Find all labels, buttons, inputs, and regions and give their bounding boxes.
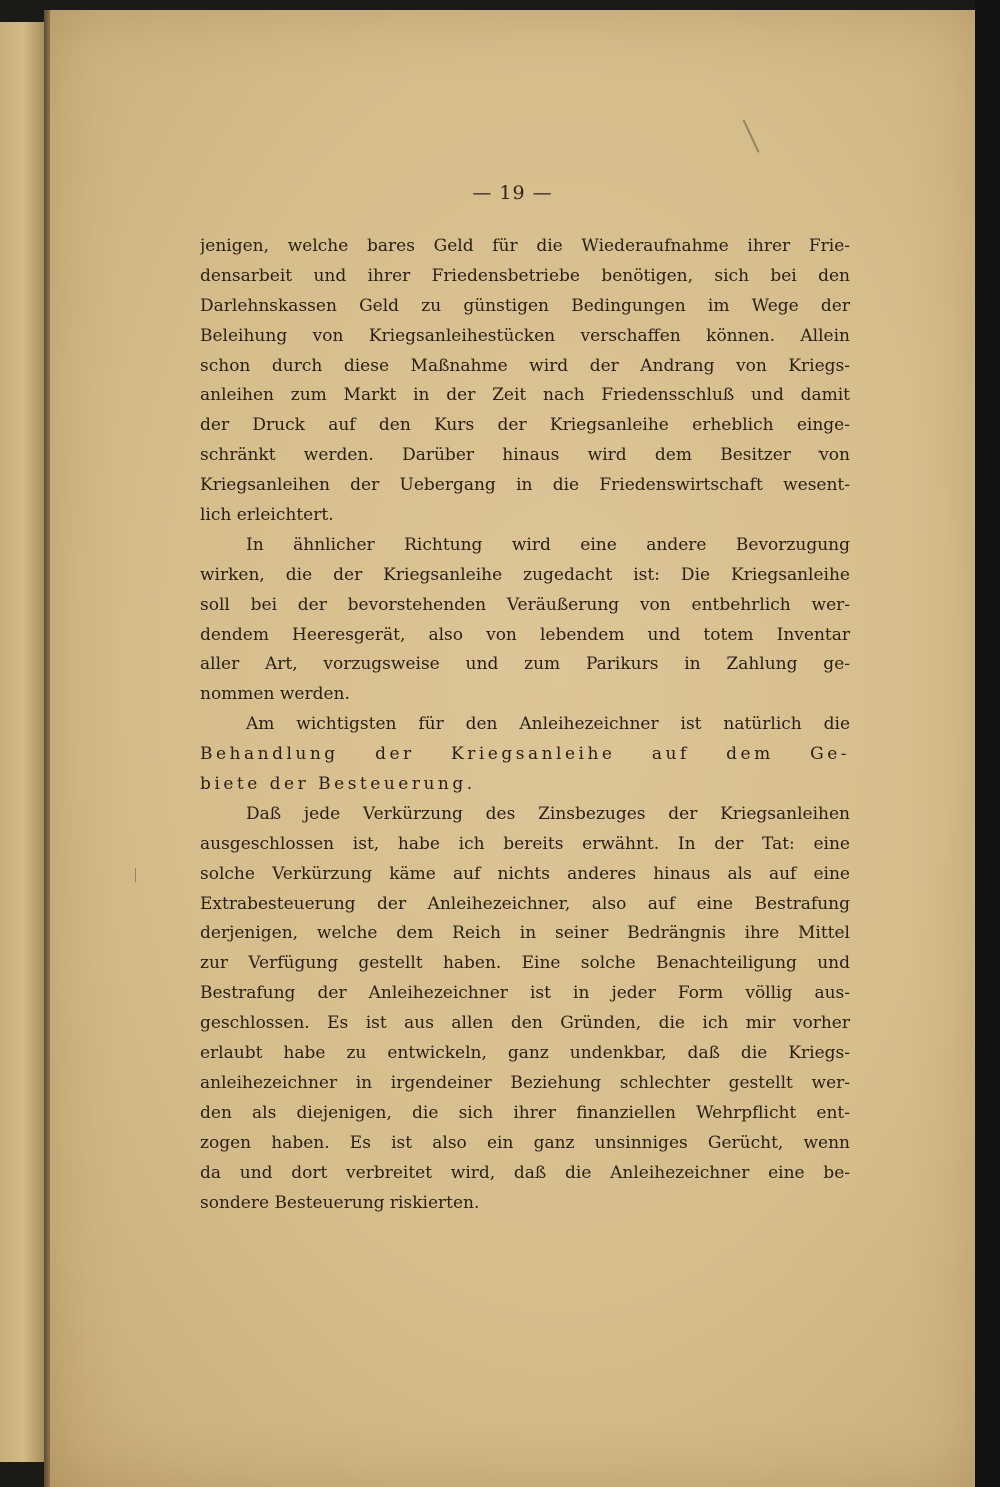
text-line: schränkt werden. Darüber hinaus wird dem Besitzer von <box>200 445 850 466</box>
text-line: den als diejenigen, die sich ihrer finanziellen Wehrpflicht ent- <box>200 1102 850 1123</box>
text-line: soll bei der bevorstehenden Veräußerung von entbehrlich wer- <box>200 594 850 615</box>
text-line: erlaubt habe zu entwickeln, ganz undenkbar, daß die Kriegs- <box>200 1043 850 1064</box>
text-line: wirken, die der Kriegsanleihe zugedacht ist: Die Kriegsanleihe <box>200 564 850 585</box>
page-number: — 19 — <box>472 182 553 204</box>
text-line: Behandlung der Kriegsanleihe auf dem Ge- <box>200 744 850 765</box>
text-line: Darlehnskassen Geld zu günstigen Bedingungen im Wege der <box>200 295 850 316</box>
text-line: Extrabesteuerung der Anleihezeichner, also auf eine Bestrafung <box>200 893 850 914</box>
text-line: sondere Besteuerung riskierten. <box>200 1192 480 1213</box>
text-line: zogen haben. Es ist also ein ganz unsinniges Gerücht, wenn <box>200 1132 850 1153</box>
text-line: Bestrafung der Anleihezeichner ist in jeder Form völlig aus- <box>200 983 850 1004</box>
text-line: jenigen, welche bares Geld für die Wiederaufnahme ihrer Frie- <box>200 236 850 256</box>
scan-background-edge <box>975 0 1000 1487</box>
paper-mark <box>742 119 759 152</box>
text-line: nommen werden. <box>200 684 350 705</box>
text-line: biete der Besteuerung. <box>200 774 476 795</box>
text-line: der Druck auf den Kurs der Kriegsanleihe erheblich einge- <box>200 415 850 436</box>
text-line: anleihezeichner in irgendeiner Beziehung schlechter gestellt wer- <box>200 1072 850 1093</box>
text-line: aller Art, vorzugsweise und zum Parikurs in Zahlung ge- <box>200 654 850 675</box>
text-line: densarbeit und ihrer Friedensbetriebe benötigen, sich bei den <box>200 265 850 286</box>
text-line: solche Verkürzung käme auf nichts anderes hinaus als auf eine <box>200 863 850 884</box>
body-text <box>200 232 850 1218</box>
text-line: da und dort verbreitet wird, daß die Anleihezeichner eine be- <box>200 1162 850 1183</box>
text-line: Kriegsanleihen der Uebergang in die Friedenswirtschaft wesent- <box>200 475 850 496</box>
text-line: lich erleichtert. <box>200 505 334 526</box>
text-line: Daß jede Verkürzung des Zinsbezuges der Kriegsanleihen <box>246 803 850 824</box>
paper-mark <box>135 868 136 882</box>
text-line: zur Verfügung gestellt haben. Eine solche Benachteiligung und <box>200 953 850 974</box>
book-page <box>50 10 975 1487</box>
text-line: schon durch diese Maßnahme wird der Andrang von Kriegs- <box>200 355 850 376</box>
text-line: derjenigen, welche dem Reich in seiner Bedrängnis ihre Mittel <box>200 923 850 944</box>
previous-page-edge <box>0 22 44 1462</box>
text-line: Beleihung von Kriegsanleihestücken verschaffen können. Allein <box>200 325 850 346</box>
text-line: ausgeschlossen ist, habe ich bereits erwähnt. In der Tat: eine <box>200 833 850 854</box>
text-line: geschlossen. Es ist aus allen den Gründen, die ich mir vorher <box>200 1013 850 1034</box>
text-line: In ähnlicher Richtung wird eine andere Bevorzugung <box>246 534 850 555</box>
text-line: dendem Heeresgerät, also von lebendem und totem Inventar <box>200 624 850 645</box>
text-line: Am wichtigsten für den Anleihezeichner ist natürlich die <box>246 714 850 735</box>
text-line: anleihen zum Markt in der Zeit nach Friedensschluß und damit <box>200 385 850 406</box>
